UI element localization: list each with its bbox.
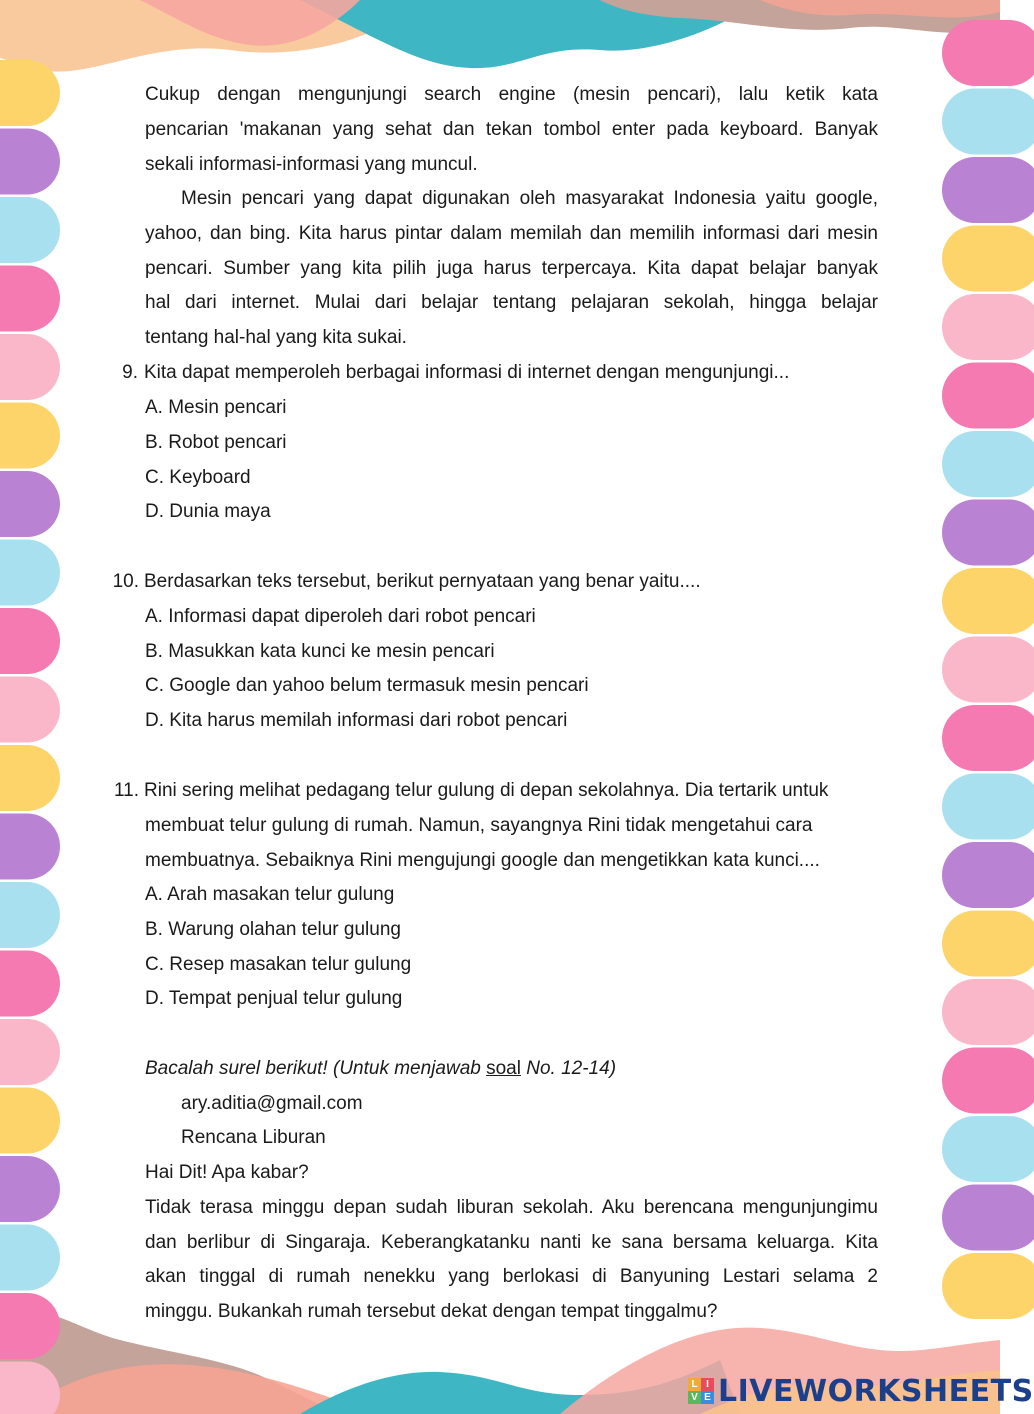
passage-line: yahoo, dan bing. Kita harus pintar dalam memilah dan memilih informasi dari mesin	[145, 223, 878, 244]
passage-line: pencari. Sumber yang kita pilih juga harus terpercaya. Kita dapat belajar banyak	[145, 258, 878, 279]
question-10-option-b[interactable]: B. Masukkan kata kunci ke mesin pencari	[145, 641, 495, 662]
question-11-stem: membuatnya. Sebaiknya Rini mengujungi google dan mengetikkan kata kunci....	[145, 850, 820, 871]
question-11-stem: membuat telur gulung di rumah. Namun, sayangnya Rini tidak mengetahui cara	[145, 815, 813, 836]
question-11-option-a[interactable]: A. Arah masakan telur gulung	[145, 884, 395, 905]
question-10-option-c[interactable]: C. Google dan yahoo belum termasuk mesin pencari	[145, 675, 589, 696]
email-sender: ary.aditia@gmail.com	[181, 1093, 363, 1114]
passage-line: sekali informasi-informasi yang muncul.	[145, 154, 478, 175]
question-10-option-a[interactable]: A. Informasi dapat diperoleh dari robot pencari	[145, 606, 536, 627]
question-9-option-a[interactable]: A. Mesin pencari	[145, 397, 287, 418]
question-9-stem: Kita dapat memperoleh berbagai informasi di internet dengan mengunjungi...	[144, 362, 790, 383]
question-11-option-c[interactable]: C. Resep masakan telur gulung	[145, 954, 412, 975]
question-11-stem: Rini sering melihat pedagang telur gulung di depan sekolahnya. Dia tertarik untuk	[144, 780, 829, 801]
question-9-option-c[interactable]: C. Keyboard	[145, 467, 251, 488]
logo-letter-e: E	[701, 1391, 714, 1404]
question-11-number: 11.	[113, 780, 139, 801]
passage-line: pencarian 'makanan yang sehat dan tekan tombol enter pada keyboard. Banyak	[145, 119, 878, 140]
liveworksheets-brand[interactable]	[688, 1374, 1034, 1408]
liveworksheets-logo-icon	[688, 1378, 714, 1404]
email-greeting: Hai Dit! Apa kabar?	[145, 1162, 309, 1183]
instruction-text: Bacalah surel berikut! (Untuk menjawab	[145, 1058, 487, 1079]
instruction-text-end: No. 12-14)	[520, 1058, 617, 1079]
logo-letter-v: V	[688, 1391, 701, 1404]
question-9-number: 9.	[122, 362, 138, 383]
email-body-line: Tidak terasa minggu depan sudah liburan sekolah. Aku berencana mengunjungimu	[145, 1197, 878, 1218]
email-body-line: minggu. Bukankah rumah tersebut dekat dengan tempat tinggalmu?	[145, 1301, 718, 1322]
question-10-number: 10.	[112, 571, 139, 592]
email-body-line: dan berlibur di Singaraja. Keberangkatanku nanti ke sana bersama keluarga. Kita	[145, 1232, 878, 1253]
question-11-option-d[interactable]: D. Tempat penjual telur gulung	[145, 988, 403, 1009]
question-10-option-d[interactable]: D. Kita harus memilah informasi dari robot pencari	[145, 710, 568, 731]
question-10-stem: Berdasarkan teks tersebut, berikut pernyataan yang benar yaitu....	[144, 571, 701, 592]
passage-line: Cukup dengan mengunjungi search engine (mesin pencari), lalu ketik kata	[145, 84, 878, 105]
passage-line: hal dari internet. Mulai dari belajar tentang pelajaran sekolah, hingga belajar	[145, 292, 878, 313]
logo-letter-i: I	[701, 1378, 714, 1391]
liveworksheets-text: LIVEWORKSHEETS	[718, 1373, 1034, 1409]
passage-line: Mesin pencari yang dapat digunakan oleh masyarakat Indonesia yaitu google,	[181, 188, 878, 209]
email-instruction	[145, 1057, 616, 1081]
email-body-line: akan tinggal di rumah nenekku yang berlokasi di Banyuning Lestari selama 2	[145, 1266, 878, 1287]
email-subject: Rencana Liburan	[181, 1127, 326, 1148]
question-11-option-b[interactable]: B. Warung olahan telur gulung	[145, 919, 401, 940]
logo-letter-l: L	[688, 1378, 701, 1391]
question-9-option-b[interactable]: B. Robot pencari	[145, 432, 287, 453]
question-9-option-d[interactable]: D. Dunia maya	[145, 501, 271, 522]
passage-line: tentang hal-hal yang kita sukai.	[145, 327, 407, 348]
instruction-soal: soal	[486, 1058, 521, 1079]
